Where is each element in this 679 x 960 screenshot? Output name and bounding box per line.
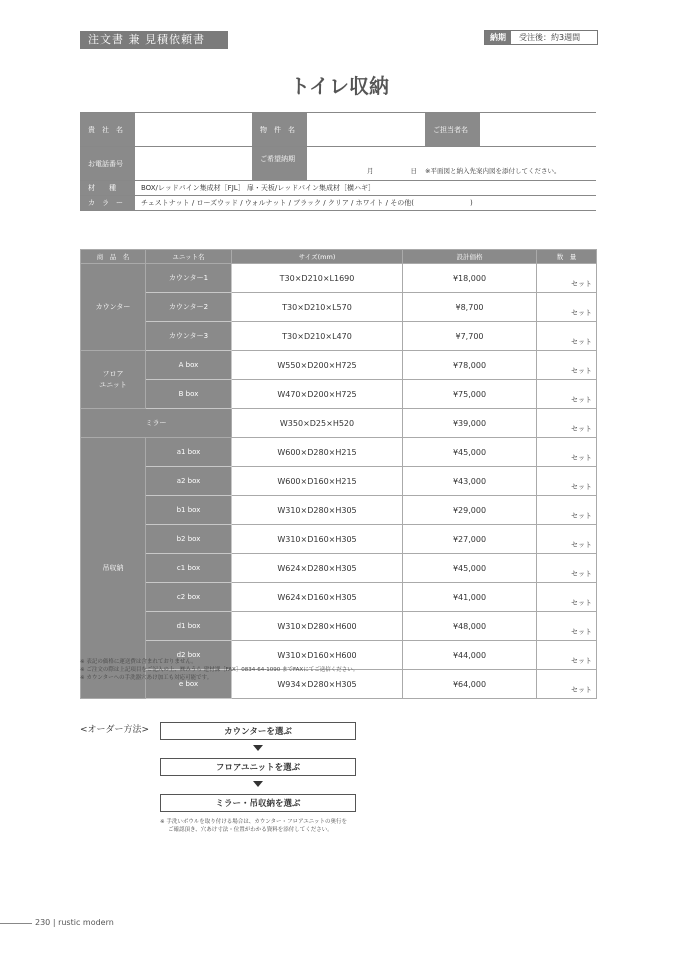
table-row xyxy=(81,351,597,380)
table-row xyxy=(81,438,597,467)
price-cell: ¥7,700 xyxy=(403,322,537,351)
header-size: サイズ(mm) xyxy=(232,250,403,264)
header-quantity: 数 量 xyxy=(537,250,597,264)
delivery-field[interactable] xyxy=(307,147,596,180)
price-cell: ¥45,000 xyxy=(403,554,537,583)
group-floor-unit xyxy=(81,351,146,409)
info-row-phone xyxy=(80,147,596,181)
size-cell: W600×D280×H215 xyxy=(232,438,403,467)
quantity-field[interactable]: セット xyxy=(537,293,597,322)
section-name: | rustic modern xyxy=(52,918,114,927)
order-step-counter: カウンターを選ぶ xyxy=(160,722,356,740)
company-label: 貴 社 名 xyxy=(80,113,135,146)
table-row xyxy=(81,612,597,641)
table-row xyxy=(81,264,597,293)
price-cell: ¥45,000 xyxy=(403,438,537,467)
price-cell: ¥75,000 xyxy=(403,380,537,409)
unit-name: c1 box xyxy=(146,554,232,583)
unit-name: カウンター1 xyxy=(146,264,232,293)
page-title: トイレ収納 xyxy=(290,74,389,98)
quantity-field[interactable]: セット xyxy=(537,554,597,583)
table-row xyxy=(81,525,597,554)
size-cell: W310×D160×H600 xyxy=(232,641,403,670)
quantity-field[interactable]: セット xyxy=(537,467,597,496)
size-cell: W310×D280×H305 xyxy=(232,496,403,525)
table-row xyxy=(81,380,597,409)
order-note xyxy=(160,818,347,834)
group-floor-unit-line1: フロア xyxy=(102,369,124,378)
company-field[interactable] xyxy=(135,113,252,146)
footer-rule xyxy=(0,923,32,924)
note-line: ※ カウンターへの手洗器穴あけ加工も対応可能です。 xyxy=(80,675,213,681)
size-cell: W470×D200×H725 xyxy=(232,380,403,409)
table-row xyxy=(81,554,597,583)
size-cell: T30×D210×L1690 xyxy=(232,264,403,293)
color-options: チェストナット / ローズウッド / ウォルナット / ブラック / クリア / ホワイト / その他( ) xyxy=(141,199,473,207)
price-notes xyxy=(80,658,358,682)
arrow-down-icon xyxy=(253,781,263,787)
note-line: ※ 表記の価格に運送費は含まれておりません。 xyxy=(80,659,197,665)
material-value: BOX/レッドパイン集成材［FJL］ 扉・天板/レッドパイン集成材［横ハギ］ xyxy=(141,184,376,192)
unit-name: a1 box xyxy=(146,438,232,467)
group-mirror: ミラー xyxy=(81,409,232,438)
info-row-material xyxy=(80,181,596,196)
price-cell: ¥43,000 xyxy=(403,467,537,496)
order-method-heading: <オーダー方法> xyxy=(80,725,150,735)
size-cell: W600×D160×H215 xyxy=(232,467,403,496)
table-row xyxy=(81,409,597,438)
delivery-day-label: 日 xyxy=(410,167,417,175)
price-cell: ¥44,000 xyxy=(403,641,537,670)
size-cell: W550×D200×H725 xyxy=(232,351,403,380)
delivery-period-label: 納期 xyxy=(485,31,511,44)
material-label: 材 種 xyxy=(80,181,135,195)
note-line: ※ ご注文の際は上記項目をご記入の上、㈱みうら 建材課［FAX］0834-64-1090 までFAXにてご送信ください。 xyxy=(80,667,359,673)
phone-field[interactable] xyxy=(135,147,252,180)
property-label: 物 件 名 xyxy=(252,113,307,146)
delivery-label: ご希望納期 xyxy=(252,147,307,180)
price-cell: ¥41,000 xyxy=(403,583,537,612)
unit-name: A box xyxy=(146,351,232,380)
unit-name: c2 box xyxy=(146,583,232,612)
table-row xyxy=(81,467,597,496)
quantity-field[interactable]: セット xyxy=(537,409,597,438)
delivery-period-box xyxy=(484,30,598,45)
order-step-mirror-hanging: ミラー・吊収納を選ぶ xyxy=(160,794,356,812)
unit-name: b2 box xyxy=(146,525,232,554)
document-title: 注文書 兼 見積依頼書 xyxy=(80,31,228,49)
group-floor-unit-line2: ユニット xyxy=(99,380,127,389)
arrow-down-icon xyxy=(253,745,263,751)
size-cell: T30×D210×L570 xyxy=(232,293,403,322)
order-note-line2: ご確認頂き、穴あけ寸法・位置がわかる資料を添付してください。 xyxy=(168,827,333,833)
price-cell: ¥29,000 xyxy=(403,496,537,525)
customer-info-form xyxy=(80,112,596,211)
quantity-field[interactable]: セット xyxy=(537,583,597,612)
unit-name: カウンター2 xyxy=(146,293,232,322)
size-cell: W624×D280×H305 xyxy=(232,554,403,583)
header-price: 設計価格 xyxy=(403,250,537,264)
size-cell: W624×D160×H305 xyxy=(232,583,403,612)
unit-name: b1 box xyxy=(146,496,232,525)
delivery-month-label: 月 xyxy=(367,167,374,175)
table-header-row xyxy=(81,250,597,264)
price-cell: ¥48,000 xyxy=(403,612,537,641)
table-row xyxy=(81,496,597,525)
price-cell: ¥18,000 xyxy=(403,264,537,293)
quantity-field[interactable]: セット xyxy=(537,612,597,641)
delivery-period-value: 受注後：約3週間 xyxy=(519,33,581,42)
price-cell: ¥78,000 xyxy=(403,351,537,380)
info-row-company xyxy=(80,113,596,147)
size-cell: W310×D280×H600 xyxy=(232,612,403,641)
unit-name: カウンター3 xyxy=(146,322,232,351)
order-note-line1: ※ 手洗いボウルを取り付ける場合は、カウンター・フロアユニットの奥行を xyxy=(160,819,347,825)
unit-name: B box xyxy=(146,380,232,409)
unit-name: a2 box xyxy=(146,467,232,496)
quantity-field[interactable]: セット xyxy=(537,380,597,409)
page-number: 230 xyxy=(35,918,51,927)
size-cell: W350×D25×H520 xyxy=(232,409,403,438)
color-label: カ ラ ー xyxy=(80,196,135,210)
delivery-note: ※平面図と納入先案内図を添付してください。 xyxy=(425,167,561,175)
price-cell: ¥39,000 xyxy=(403,409,537,438)
order-step-floor-unit: フロアユニットを選ぶ xyxy=(160,758,356,776)
quantity-field[interactable]: セット xyxy=(537,438,597,467)
table-row xyxy=(81,322,597,351)
phone-label: お電話番号 xyxy=(80,147,135,180)
unit-name: e box xyxy=(146,670,232,699)
staff-field[interactable] xyxy=(480,113,596,146)
quantity-field[interactable]: セット xyxy=(537,670,597,699)
quantity-field[interactable]: セット xyxy=(537,351,597,380)
price-table xyxy=(80,249,597,699)
info-row-color xyxy=(80,196,596,211)
price-cell: ¥8,700 xyxy=(403,293,537,322)
header-unit: ユニット名 xyxy=(146,250,232,264)
quantity-field[interactable]: セット xyxy=(537,525,597,554)
size-cell: W310×D160×H305 xyxy=(232,525,403,554)
header-product: 商 品 名 xyxy=(81,250,146,264)
unit-name: d2 box xyxy=(146,641,232,670)
group-counter: カウンター xyxy=(81,264,146,351)
size-cell: T30×D210×L470 xyxy=(232,322,403,351)
quantity-field[interactable]: セット xyxy=(537,322,597,351)
group-hanging-storage: 吊収納 xyxy=(81,438,146,699)
table-row xyxy=(81,583,597,612)
table-row xyxy=(81,293,597,322)
price-cell: ¥64,000 xyxy=(403,670,537,699)
quantity-field[interactable]: セット xyxy=(537,641,597,670)
price-cell: ¥27,000 xyxy=(403,525,537,554)
page-footer xyxy=(35,918,114,927)
unit-name: d1 box xyxy=(146,612,232,641)
staff-label: ご担当者名 xyxy=(425,113,480,146)
property-field[interactable] xyxy=(307,113,425,146)
size-cell: W934×D280×H305 xyxy=(232,670,403,699)
quantity-field[interactable]: セット xyxy=(537,264,597,293)
quantity-field[interactable]: セット xyxy=(537,496,597,525)
